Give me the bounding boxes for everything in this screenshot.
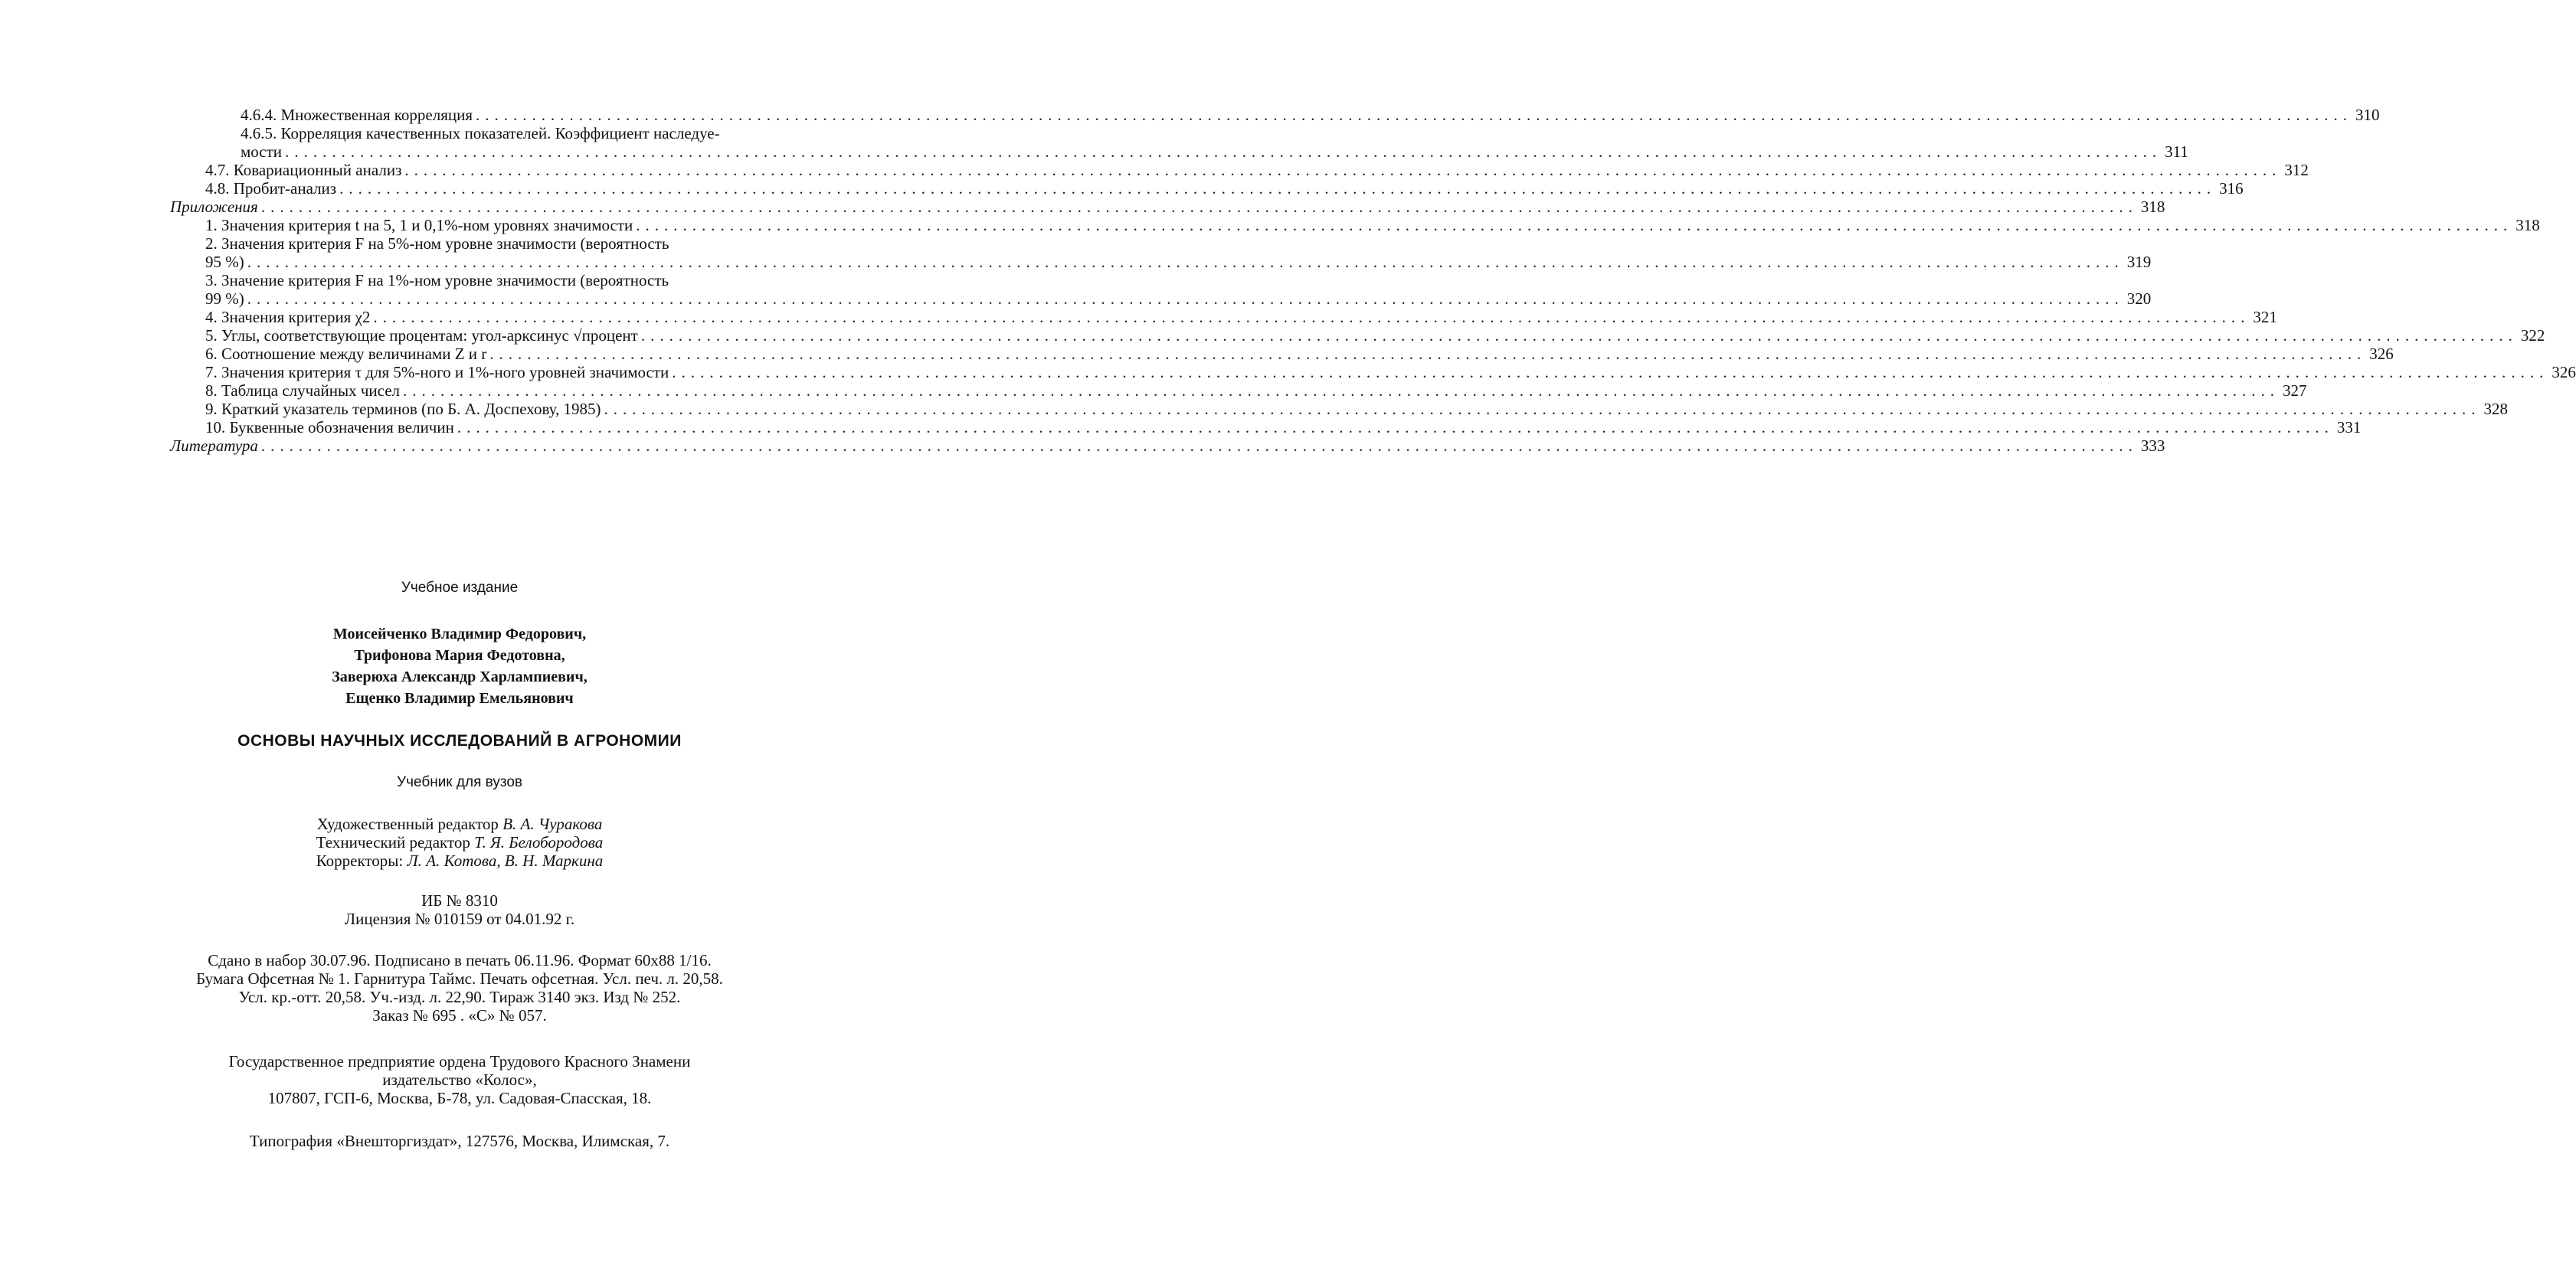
toc-entry-label: 10. Буквенные обозначения величин	[205, 418, 454, 436]
printer: Типография «Внешторгиздат», 127576, Москва, Илимская, 7.	[249, 1132, 670, 1150]
toc-entry	[170, 400, 2509, 418]
toc-leader-dots: ........................................................................................................................................................................................................	[373, 308, 2250, 326]
toc-entry-label: Литература	[170, 436, 258, 455]
toc-entry	[170, 271, 2152, 308]
toc-entry-label: 9. Краткий указатель терминов (по Б. А. Доспехову, 1985)	[205, 400, 601, 418]
toc-leader-dots: ........................................................................................................................................................................................................	[640, 326, 2518, 345]
toc-entry-label: 4. Значения критерия χ2	[205, 308, 371, 326]
print-details	[0, 951, 919, 1025]
publisher	[0, 1052, 919, 1107]
toc-entry-page: 328	[2483, 400, 2509, 418]
editor-role: Корректоры:	[316, 852, 404, 870]
toc-entry	[170, 436, 2165, 455]
toc-entry-label: мости	[241, 142, 283, 161]
book-subtitle: Учебник для вузов	[397, 774, 522, 790]
editor-line	[0, 833, 919, 852]
toc-entry-page: 316	[2219, 179, 2244, 198]
toc-entry	[170, 381, 2307, 400]
toc-entry-label: 4.7. Ковариационный анализ	[205, 161, 402, 179]
editor-line	[0, 815, 919, 833]
print-line: Заказ № 695 . «С» № 057.	[372, 1006, 547, 1025]
toc-leader-dots: ........................................................................................................................................................................................................	[339, 179, 2217, 198]
publisher-line: 107807, ГСП-6, Москва, Б-78, ул. Садовая-Спасская, 18.	[267, 1089, 652, 1107]
print-line: Усл. кр.-отт. 20,58. Уч.-изд. л. 22,90. Тираж 3140 экз. Изд № 252.	[238, 988, 681, 1006]
toc-entry-page: 326	[2369, 345, 2394, 363]
editor-name: Л. А. Котова, В. Н. Маркина	[407, 852, 604, 870]
toc-entry	[170, 124, 2188, 161]
toc-leader-dots: ........................................................................................................................................................................................................	[457, 418, 2334, 436]
toc-entry-label: 99 %)	[205, 289, 244, 308]
toc-entry-label: 5. Углы, соответствующие процентам: угол-арксинус √процент	[205, 326, 638, 345]
toc-entry-label: 7. Значения критерия τ для 5%-ного и 1%-ного уровней значимости	[205, 363, 669, 381]
print-line: Сдано в набор 30.07.96. Подписано в печать 06.11.96. Формат 60х88 1/16.	[208, 951, 712, 969]
toc-entry-first-line: 3. Значение критерия F на 1%-ном уровне значимости (вероятность	[205, 271, 669, 289]
toc-entry	[170, 198, 2165, 216]
toc-entry-page: 326	[2551, 363, 2576, 381]
toc-entry	[170, 179, 2244, 198]
toc-entry	[170, 418, 2362, 436]
author-line: Моисейченко Владимир Федорович,	[332, 626, 587, 642]
toc-entry	[170, 345, 2394, 363]
editor-name: Т. Я. Белобородова	[474, 833, 604, 852]
toc-entry-label: Приложения	[170, 198, 258, 216]
ib-block	[0, 891, 919, 928]
author-line: Ещенко Владимир Емельянович	[345, 690, 574, 707]
toc-entry-first-line: 4.6.5. Корреляция качественных показателей. Коэффициент наследуе-	[241, 124, 720, 142]
table-of-contents	[170, 106, 2576, 455]
toc-entry-first-line: 2. Значения критерия F на 5%-ном уровне значимости (вероятность	[205, 234, 669, 253]
toc-entry	[170, 234, 2152, 271]
toc-entry-label: 6. Соотношение между величинами Z и r	[205, 345, 487, 363]
author-line: Заверюха Александр Харлампиевич,	[332, 669, 588, 685]
toc-leader-dots: ........................................................................................................................................................................................................	[403, 381, 2280, 400]
toc-entry-page: 321	[2253, 308, 2277, 326]
authors	[0, 623, 919, 709]
toc-entry-page: 319	[2126, 253, 2152, 271]
print-line: Бумага Офсетная № 1. Гарнитура Таймс. Печать офсетная. Усл. печ. л. 20,58.	[196, 969, 723, 988]
toc-leader-dots: ........................................................................................................................................................................................................	[247, 253, 2124, 271]
publisher-line: Государственное предприятие ордена Трудового Красного Знамени	[228, 1052, 691, 1071]
toc-entry	[170, 106, 2380, 124]
toc-entry	[170, 308, 2277, 326]
toc-leader-dots: ........................................................................................................................................................................................................	[247, 289, 2124, 308]
editor-name: В. А. Чуракова	[502, 815, 603, 833]
toc-leader-dots: ........................................................................................................................................................................................................	[636, 216, 2513, 234]
toc-entry-page: 318	[2515, 216, 2540, 234]
toc-entry-label: 95 %)	[205, 253, 244, 271]
toc-entry-label: 1. Значения критерия t на 5, 1 и 0,1%-ном уровнях значимости	[205, 216, 633, 234]
toc-entry	[170, 216, 2540, 234]
toc-entry-page: 327	[2283, 381, 2307, 400]
book-title: ОСНОВЫ НАУЧНЫХ ИССЛЕДОВАНИЙ В АГРОНОМИИ	[237, 732, 682, 750]
editor-line	[0, 852, 919, 870]
ib-number: ИБ № 8310	[421, 891, 498, 910]
colophon	[0, 579, 919, 1150]
toc-entry	[170, 363, 2576, 381]
toc-leader-dots: ........................................................................................................................................................................................................	[489, 345, 2367, 363]
toc-entry-page: 312	[2284, 161, 2309, 179]
toc-leader-dots: ........................................................................................................................................................................................................	[285, 142, 2162, 161]
toc-entry	[170, 161, 2309, 179]
toc-entry-page: 333	[2140, 436, 2165, 455]
publisher-line: издательство «Колос»,	[382, 1071, 537, 1089]
edition-kind: Учебное издание	[401, 580, 519, 596]
toc-entry-page: 311	[2165, 142, 2188, 161]
toc-leader-dots: ........................................................................................................................................................................................................	[260, 198, 2138, 216]
toc-entry-label: 8. Таблица случайных чисел	[205, 381, 401, 400]
editor-role: Художественный редактор	[316, 815, 499, 833]
toc-entry-page: 310	[2355, 106, 2380, 124]
toc-entry-label: 4.8. Пробит-анализ	[205, 179, 337, 198]
license: Лицензия № 010159 от 04.01.92 г.	[344, 910, 575, 928]
toc-leader-dots: ........................................................................................................................................................................................................	[260, 436, 2138, 455]
toc-leader-dots: ........................................................................................................................................................................................................	[404, 161, 2282, 179]
toc-entry	[170, 326, 2545, 345]
author-line: Трифонова Мария Федотовна,	[354, 647, 565, 664]
toc-entry-page: 331	[2336, 418, 2362, 436]
toc-leader-dots: ........................................................................................................................................................................................................	[604, 400, 2481, 418]
toc-entry-page: 322	[2520, 326, 2545, 345]
toc-leader-dots: ........................................................................................................................................................................................................	[672, 363, 2549, 381]
toc-entry-page: 318	[2140, 198, 2165, 216]
toc-entry-page: 320	[2126, 289, 2152, 308]
toc-entry-label: 4.6.4. Множественная корреляция	[241, 106, 473, 124]
editor-role: Технический редактор	[316, 833, 470, 852]
toc-leader-dots: ........................................................................................................................................................................................................	[476, 106, 2353, 124]
editors	[0, 815, 919, 870]
